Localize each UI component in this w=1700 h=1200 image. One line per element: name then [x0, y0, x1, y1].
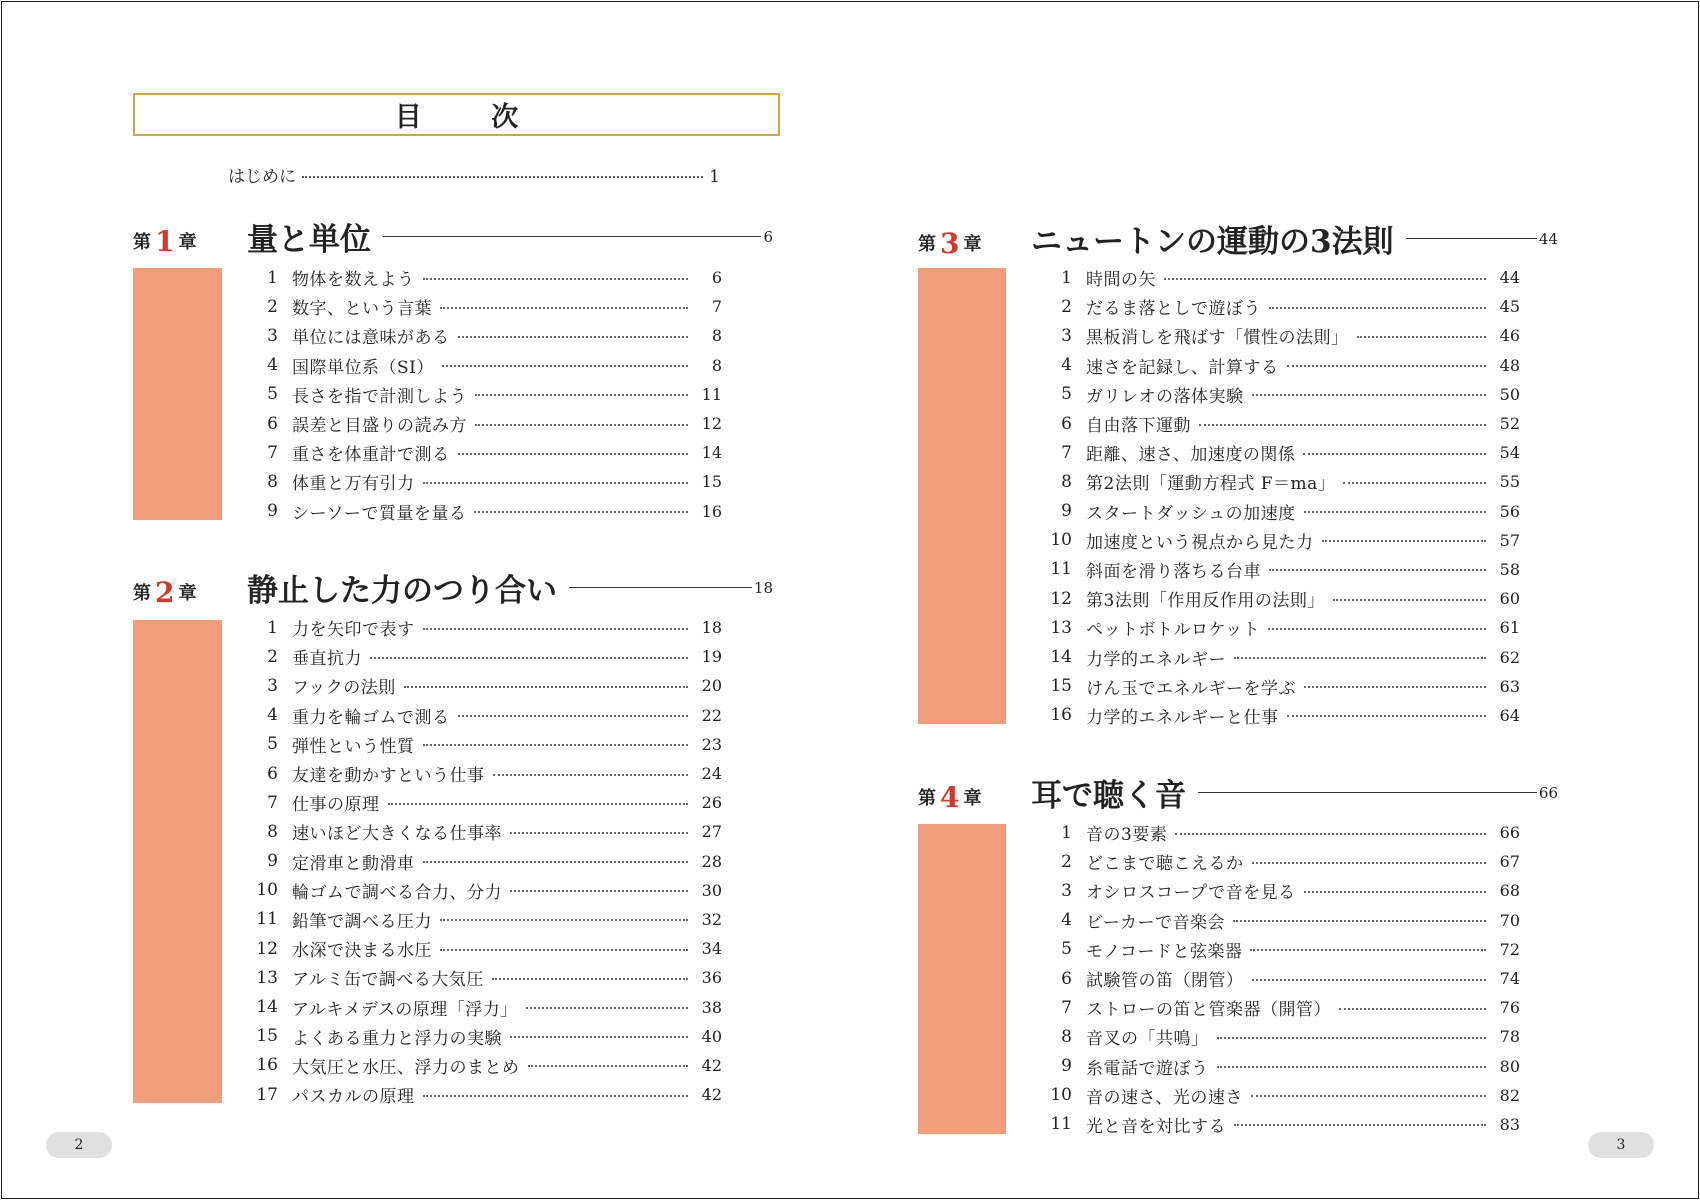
leader-dots	[1234, 1124, 1486, 1126]
entry-title: 国際単位系（SI）	[292, 357, 434, 378]
chapter-title: ニュートンの運動の3法則 44	[1031, 224, 1558, 260]
chapter-title: 耳で聴く音 66	[1031, 778, 1558, 814]
entry-number: 7	[267, 442, 278, 463]
toc-entry[interactable]	[248, 730, 722, 759]
entry-page: 16	[701, 501, 722, 521]
toc-entry[interactable]	[1042, 642, 1520, 671]
toc-entry[interactable]	[248, 438, 722, 467]
entry-title: 試験管の笛（閉管）	[1086, 971, 1244, 992]
entry-title: 糸電話で遊ぼう	[1086, 1058, 1209, 1079]
leader-dots	[423, 744, 689, 746]
entry-page: 14	[701, 443, 722, 463]
toc-entry[interactable]	[248, 351, 722, 380]
entry-title: よくある重力と浮力の実験	[292, 1028, 502, 1049]
entry-page: 83	[1499, 1114, 1520, 1134]
leader-dots	[1199, 424, 1486, 426]
leader-dots	[1287, 365, 1487, 367]
entry-title: だるま落としで遊ぼう	[1086, 299, 1261, 320]
entry-title: アルキメデスの原理「浮力」	[292, 999, 518, 1020]
entry-page: 61	[1499, 618, 1520, 638]
entry-page: 44	[1499, 268, 1520, 288]
entry-number: 1	[1061, 822, 1072, 843]
entry-number: 17	[256, 1084, 278, 1105]
entry-number: 7	[1061, 442, 1072, 463]
entry-page: 27	[701, 822, 722, 842]
entry-number: 16	[256, 1055, 278, 1076]
entry-number: 5	[267, 384, 278, 405]
leader-dots	[442, 365, 688, 367]
entry-page: 40	[701, 1026, 722, 1046]
leader-dots	[1217, 1066, 1487, 1068]
entry-page: 78	[1499, 1027, 1520, 1047]
entry-title: 音の速さ、光の速さ	[1086, 1087, 1243, 1108]
leader-dots	[1304, 686, 1486, 688]
leader-dots	[458, 453, 689, 455]
entry-title: 力を矢印で表す	[292, 620, 415, 641]
leader-dots	[423, 861, 689, 863]
entry-title: 輪ゴムで調べる合力、分力	[292, 882, 502, 903]
entry-title: 自由落下運動	[1086, 416, 1191, 437]
entry-number: 3	[1061, 325, 1072, 346]
toc-entry[interactable]	[248, 876, 722, 905]
entry-page: 66	[1499, 823, 1520, 843]
entry-title: けん玉でエネルギーを学ぶ	[1086, 678, 1296, 699]
leader-dots	[440, 307, 688, 309]
chapter-1-accent-bar	[133, 268, 222, 520]
leader-dots	[440, 949, 688, 951]
leader-dots	[1252, 394, 1487, 396]
toc-entry[interactable]	[1042, 497, 1520, 526]
chapter-title: 量と単位 6	[247, 222, 773, 258]
toc-entry[interactable]	[1042, 351, 1520, 380]
entry-number: 14	[256, 997, 278, 1018]
toc-entry[interactable]	[1042, 613, 1520, 642]
entry-number: 4	[1061, 355, 1072, 376]
toc-entry[interactable]	[248, 380, 722, 409]
entry-page: 74	[1499, 969, 1520, 989]
toc-entry[interactable]	[1042, 526, 1520, 555]
chapter-4-accent-bar	[918, 824, 1006, 1134]
entry-number: 11	[256, 909, 278, 930]
leader-dots	[1304, 511, 1486, 513]
entry-title: スタートダッシュの加速度	[1086, 503, 1296, 524]
leader-dots	[475, 424, 688, 426]
entry-number: 2	[1061, 296, 1072, 317]
entry-title: 垂直抗力	[292, 649, 362, 670]
entry-number: 2	[267, 646, 278, 667]
leader-dots	[423, 278, 689, 280]
entry-page: 48	[1499, 355, 1520, 375]
entry-title: 長さを指で計測しよう	[292, 386, 467, 407]
entry-page: 28	[701, 851, 722, 871]
leader-dots	[458, 715, 689, 717]
entry-number: 2	[1061, 851, 1072, 872]
entry-number: 4	[1061, 910, 1072, 931]
entry-page: 20	[701, 676, 722, 696]
entry-title: アルミ缶で調べる大気圧	[292, 970, 484, 991]
leader-dots	[423, 628, 689, 630]
leader-dots	[1269, 307, 1486, 309]
entry-page: 42	[701, 1055, 722, 1075]
leader-dots	[1343, 482, 1486, 484]
toc-entry[interactable]	[1042, 993, 1520, 1022]
entry-title: 第3法則「作用反作用の法則」	[1086, 591, 1325, 612]
chapter-3-list	[1042, 263, 1520, 730]
entry-title: どこまで聴こえるか	[1086, 854, 1244, 875]
leader-dots	[1233, 920, 1486, 922]
toc-entry[interactable]	[1042, 701, 1520, 730]
entry-title: オシロスコープで音を見る	[1086, 883, 1296, 904]
entry-number: 9	[1061, 1056, 1072, 1077]
chapter-4-list	[1042, 818, 1520, 1139]
entry-number: 10	[256, 880, 278, 901]
leader-dots	[1303, 453, 1486, 455]
toc-entry[interactable]	[1042, 1022, 1520, 1051]
entry-number: 8	[267, 821, 278, 842]
leader-dots	[1322, 540, 1487, 542]
leader-dots	[370, 657, 688, 659]
entry-number: 11	[1050, 559, 1072, 580]
entry-title: 誤差と目盛りの読み方	[292, 416, 467, 437]
entry-page: 58	[1499, 559, 1520, 579]
entry-page: 64	[1499, 705, 1520, 725]
entry-page: 19	[701, 647, 722, 667]
entry-number: 6	[267, 413, 278, 434]
entry-title: 斜面を滑り落ちる台車	[1086, 561, 1261, 582]
leader-dots	[388, 803, 689, 805]
entry-title: 第2法則「運動方程式 F＝ma」	[1086, 474, 1336, 495]
chapter-label: 第 2 章	[133, 576, 197, 609]
entry-number: 16	[1050, 705, 1072, 726]
entry-page: 63	[1499, 676, 1520, 696]
entry-title: 弾性という性質	[292, 736, 415, 757]
toc-entry[interactable]	[248, 467, 722, 496]
entry-page: 67	[1499, 852, 1520, 872]
entry-page: 62	[1499, 647, 1520, 667]
entry-page: 8	[711, 355, 722, 375]
entry-title: フックの法則	[292, 678, 396, 699]
entry-number: 6	[1061, 413, 1072, 434]
entry-number: 1	[267, 617, 278, 638]
entry-page: 76	[1499, 998, 1520, 1018]
entry-page: 18	[701, 618, 722, 638]
entry-title: 友達を動かすという仕事	[292, 766, 485, 787]
leader-dots	[1268, 628, 1486, 630]
toc-entry[interactable]	[1042, 935, 1520, 964]
entry-page: 82	[1499, 1085, 1520, 1105]
entry-page: 11	[701, 384, 722, 404]
entry-title: シーソーで質量を量る	[292, 503, 467, 524]
leader-dots	[1252, 979, 1487, 981]
toc-entry[interactable]	[248, 1051, 722, 1080]
entry-number: 13	[256, 967, 278, 988]
toc-entry[interactable]	[1042, 584, 1520, 613]
entry-page: 30	[701, 880, 722, 900]
entry-title: 重さを体重計で測る	[292, 445, 450, 466]
entry-page: 7	[711, 297, 722, 317]
toc-entry[interactable]	[1042, 321, 1520, 350]
toc-entry[interactable]	[248, 847, 722, 876]
entry-number: 12	[1050, 588, 1072, 609]
leader-dots	[1304, 891, 1486, 893]
entry-title: 体重と万有引力	[292, 474, 415, 495]
entry-title: 力学的エネルギーと仕事	[1086, 707, 1279, 728]
entry-number: 11	[1050, 1114, 1072, 1135]
entry-page: 8	[711, 326, 722, 346]
entry-page: 45	[1499, 297, 1520, 317]
toc-entry[interactable]	[248, 934, 722, 963]
entry-title: 大気圧と水圧、浮力のまとめ	[292, 1057, 520, 1078]
intro-entry[interactable]	[228, 162, 720, 187]
toc-entry[interactable]	[248, 905, 722, 934]
leader-dots	[423, 1095, 689, 1097]
toc-entry[interactable]	[248, 759, 722, 788]
entry-number: 3	[267, 675, 278, 696]
entry-title: 定滑車と動滑車	[292, 853, 415, 874]
chapter-title: 静止した力のつり合い 18	[247, 573, 773, 609]
entry-title: モノコードと弦楽器	[1086, 941, 1243, 962]
entry-title: 音の3要素	[1086, 825, 1168, 846]
entry-title: ガリレオの落体実験	[1086, 386, 1244, 407]
entry-number: 14	[1050, 647, 1072, 668]
entry-number: 15	[256, 1026, 278, 1047]
chapter-label: 第 4 章	[918, 781, 982, 814]
page-number-right: 3	[1588, 1132, 1654, 1158]
leader-dots	[510, 890, 688, 892]
entry-number: 10	[1050, 530, 1072, 551]
entry-title: 速いほど大きくなる仕事率	[292, 824, 502, 845]
toc-entry[interactable]	[1042, 292, 1520, 321]
entry-page: 60	[1499, 589, 1520, 609]
entry-number: 6	[267, 763, 278, 784]
toc-entry[interactable]	[248, 263, 722, 292]
leader-dots	[528, 1065, 689, 1067]
entry-page: 42	[701, 1085, 722, 1105]
leader-dots	[1175, 833, 1486, 835]
entry-page: 24	[701, 764, 722, 784]
entry-title: 物体を数えよう	[292, 270, 415, 291]
entry-page: 46	[1499, 326, 1520, 346]
leader-dots	[1333, 599, 1486, 601]
entry-page: 70	[1499, 910, 1520, 930]
entry-title: 時間の矢	[1086, 270, 1156, 291]
toc-entry[interactable]	[248, 671, 722, 700]
entry-page: 50	[1499, 384, 1520, 404]
toc-entry[interactable]	[1042, 906, 1520, 935]
entry-page: 32	[701, 909, 722, 929]
chapter-label: 第 1 章	[133, 225, 197, 258]
entry-page: 38	[701, 997, 722, 1017]
entry-page: 23	[701, 734, 722, 754]
entry-title: パスカルの原理	[292, 1087, 415, 1108]
toc-entry[interactable]	[1042, 672, 1520, 701]
entry-number: 4	[267, 355, 278, 376]
entry-title: 水深で決まる水圧	[292, 941, 432, 962]
chapter-1-heading[interactable]	[133, 214, 773, 258]
entry-title: ビーカーで音楽会	[1086, 912, 1225, 933]
entry-number: 8	[267, 471, 278, 492]
toc-entry[interactable]	[1042, 1052, 1520, 1081]
entry-number: 9	[267, 501, 278, 522]
entry-page: 34	[701, 939, 722, 959]
toc-entry[interactable]	[248, 642, 722, 671]
toc-entry[interactable]	[1042, 876, 1520, 905]
toc-entry[interactable]	[1042, 1081, 1520, 1110]
entry-title: 仕事の原理	[292, 795, 380, 816]
toc-entry[interactable]	[248, 613, 722, 642]
entry-number: 2	[267, 296, 278, 317]
entry-number: 9	[267, 851, 278, 872]
entry-page: 56	[1499, 501, 1520, 521]
entry-page: 80	[1499, 1056, 1520, 1076]
entry-number: 9	[1061, 501, 1072, 522]
leader-dots	[1164, 278, 1486, 280]
entry-page: 57	[1499, 530, 1520, 550]
leader-dots	[510, 832, 688, 834]
toc-entry[interactable]	[1042, 467, 1520, 496]
entry-title: 加速度という視点から見た力	[1086, 532, 1314, 553]
entry-title: 数字、という言葉	[292, 299, 432, 320]
entry-number: 6	[1061, 968, 1072, 989]
entry-number: 10	[1050, 1085, 1072, 1106]
toc-entry[interactable]	[1042, 409, 1520, 438]
chapter-3-heading[interactable]	[918, 216, 1558, 260]
intro-title: はじめに	[228, 167, 296, 187]
entry-page: 6	[711, 268, 722, 288]
entry-page: 52	[1499, 414, 1520, 434]
entry-number: 1	[1061, 267, 1072, 288]
leader-dots	[1234, 657, 1486, 659]
entry-number: 7	[1061, 997, 1072, 1018]
leader-dots	[458, 336, 689, 338]
entry-number: 7	[267, 792, 278, 813]
entry-page: 12	[701, 414, 722, 434]
leader-dots	[1287, 715, 1487, 717]
entry-number: 15	[1050, 676, 1072, 697]
entry-page: 15	[701, 472, 722, 492]
toc-entry[interactable]	[1042, 847, 1520, 876]
entry-number: 5	[1061, 939, 1072, 960]
toc-entry[interactable]	[248, 321, 722, 350]
toc-entry[interactable]	[1042, 438, 1520, 467]
entry-title: 距離、速さ、加速度の関係	[1086, 445, 1296, 466]
toc-entry[interactable]	[248, 409, 722, 438]
leader-dots	[1252, 862, 1487, 864]
entry-page: 22	[701, 705, 722, 725]
chapter-label: 第 3 章	[918, 227, 982, 260]
leader-dots	[302, 176, 703, 178]
entry-number: 8	[1061, 471, 1072, 492]
toc-entry[interactable]	[248, 497, 722, 526]
chapter-2-accent-bar	[133, 620, 222, 1103]
toc-entry[interactable]	[1042, 263, 1520, 292]
toc-entry[interactable]	[1042, 818, 1520, 847]
entry-page: 54	[1499, 443, 1520, 463]
toc-entry[interactable]	[248, 992, 722, 1021]
leader-dots	[440, 919, 688, 921]
leader-dots	[475, 394, 688, 396]
leader-dots	[1250, 949, 1486, 951]
entry-title: 速さを記録し、計算する	[1086, 357, 1279, 378]
toc-entry[interactable]	[248, 1022, 722, 1051]
chapter-2-list	[248, 613, 722, 1109]
toc-title: 目 次	[133, 93, 780, 136]
entry-page: 72	[1499, 939, 1520, 959]
leader-dots	[474, 511, 688, 513]
page-number-left: 2	[46, 1132, 112, 1158]
leader-dots	[493, 774, 689, 776]
entry-title: 光と音を対比する	[1086, 1116, 1226, 1137]
entry-number: 13	[1050, 617, 1072, 638]
entry-title: ペットボトルロケット	[1086, 620, 1261, 641]
leader-dots	[526, 1007, 688, 1009]
toc-entry[interactable]	[1042, 1110, 1520, 1139]
toc-entry[interactable]	[248, 963, 722, 992]
entry-number: 8	[1061, 1026, 1072, 1047]
leader-dots	[1251, 1095, 1486, 1097]
chapter-1-list	[248, 263, 722, 526]
entry-page: 55	[1499, 472, 1520, 492]
entry-number: 12	[256, 938, 278, 959]
entry-number: 5	[267, 734, 278, 755]
toc-entry[interactable]	[1042, 555, 1520, 584]
chapter-4-heading[interactable]	[918, 770, 1558, 814]
entry-title: 黒板消しを飛ばす「慣性の法則」	[1086, 328, 1349, 349]
leader-dots	[423, 482, 689, 484]
entry-page: 26	[701, 793, 722, 813]
chapter-2-heading[interactable]	[133, 565, 773, 609]
leader-dots	[492, 978, 688, 980]
entry-title: 単位には意味がある	[292, 328, 450, 349]
entry-number: 5	[1061, 384, 1072, 405]
entry-number: 3	[1061, 880, 1072, 901]
toc-entry[interactable]	[248, 292, 722, 321]
entry-title: ストローの笛と管楽器（開管）	[1086, 1000, 1331, 1021]
toc-entry[interactable]	[248, 788, 722, 817]
entry-title: 音叉の「共鳴」	[1086, 1029, 1209, 1050]
toc-entry[interactable]	[248, 1080, 722, 1109]
entry-number: 1	[267, 267, 278, 288]
leader-dots	[1269, 569, 1486, 571]
toc-entry[interactable]	[1042, 964, 1520, 993]
leader-dots	[404, 686, 688, 688]
entry-title: 重力を輪ゴムで測る	[292, 707, 450, 728]
toc-entry[interactable]	[1042, 380, 1520, 409]
entry-page: 36	[701, 968, 722, 988]
leader-dots	[1357, 336, 1487, 338]
toc-entry[interactable]	[248, 701, 722, 730]
leader-dots	[1339, 1008, 1486, 1010]
leader-dots	[1217, 1037, 1487, 1039]
leader-dots	[510, 1036, 688, 1038]
entry-page: 68	[1499, 881, 1520, 901]
intro-page: 1	[709, 167, 720, 187]
entry-number: 3	[267, 325, 278, 346]
entry-number: 4	[267, 705, 278, 726]
entry-title: 鉛筆で調べる圧力	[292, 911, 432, 932]
chapter-3-accent-bar	[918, 268, 1006, 724]
entry-title: 力学的エネルギー	[1086, 649, 1226, 670]
toc-entry[interactable]	[248, 817, 722, 846]
